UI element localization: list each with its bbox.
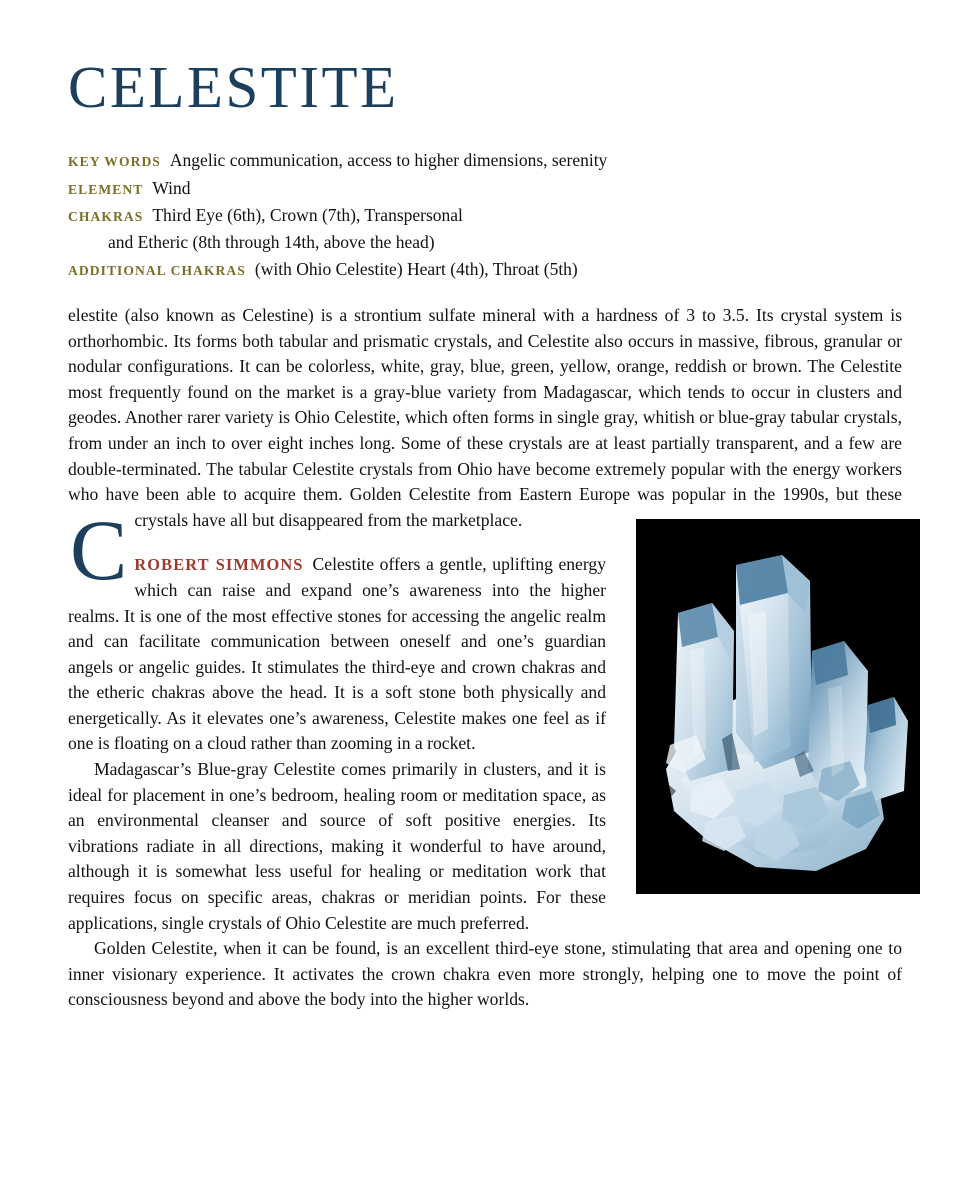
celestite-crystal-cluster-photo — [636, 519, 920, 894]
author-byline: ROBERT SIMMONS — [134, 555, 304, 575]
golden-paragraph: Golden Celestite, when it can be found, is an excellent third-eye stone, stimulating that area and opening one to inner visionary experience. It activates the crown chakra even more strongly, helping one to move the point of consciousness beyond and above the body into the higher worlds. — [68, 938, 902, 1010]
attribute-label-chakras: CHAKRAS — [68, 209, 144, 225]
page-title: CELESTITE — [68, 54, 399, 120]
madagascar-paragraph: Madagascar’s Blue-gray Celestite comes primarily in clusters, and it is ideal for placement in one’s bedroom, healing room or meditation space, as an environmental cleanser and source of soft positive energies. Its vibrations radiate in all directions, making it wonderful to have around, although it is somewhat less useful for healing or meditation work that requires focus on specific areas, chakras or meridian points. For these applications, single crystals of Ohio Celestite are much preferred. — [68, 759, 606, 933]
attribute-value-additional-chakras: (with Ohio Celestite) Heart (4th), Throat (5th) — [254, 259, 578, 280]
attribute-value-chakras-continued: and Etheric (8th through 14th, above the head) — [108, 231, 435, 252]
attribute-value-element: Wind — [152, 177, 191, 198]
intro-paragraph-text: elestite (also known as Celestine) is a strontium sulfate mineral with a hardness of 3 to 3.5. Its crystal system is orthorhombic. Its forms both tabular and prismatic crystals, and Celestite also occurs in massive, fibrous, granular or nodular configurations. It can be colorless, white, gray, blue, green, yellow, orange, reddish or brown. The Celestite most frequently found on the market is a gray-blue variety from Madagascar, which tends to occur in clusters and geodes. Another rarer variety is Ohio Celestite, which often forms in single gray, whitish or blue-gray tabular crystals, from under an inch to over eight inches long. Some of these crystals are at least partially transparent, and a few are double-terminated. The tabular Celestite crystals from Ohio have become extremely popular with the energy workers who have been able to acquire them. Golden Celestite from Eastern Europe was popular in the 1990s, but these crystals have all but disappeared from the marketplace. — [68, 304, 902, 530]
attribute-row-additional-chakras — [68, 256, 902, 283]
attribute-label-key-words: KEY WORDS — [68, 154, 161, 169]
attribute-list — [68, 147, 902, 283]
attribute-value-chakras: Third Eye (6th), Crown (7th), Transpersonal — [152, 205, 463, 226]
drop-cap: C — [70, 501, 128, 598]
attribute-label-element: ELEMENT — [68, 181, 144, 197]
simmons-paragraph-text: Celestite offers a gentle, uplifting energy which can raise and expand one’s awareness into the higher realms. It is one of the most effective stones for accessing the angelic realm and can facilitate communication between oneself and one’s guardian angels or angelic guides. It stimulates the third-eye and crown chakras and the etheric chakras above the head. It is a soft stone both physically and energetically. As it elevates one’s awareness, Celestite makes one feel as if one is floating on a cloud rather than zooming in a rocket. — [68, 554, 606, 754]
attribute-row-chakras — [68, 202, 902, 255]
attribute-label-additional-chakras: ADDITIONAL CHAKRAS — [68, 263, 246, 279]
attribute-value-key-words: Angelic communication, access to higher dimensions, serenity — [169, 150, 608, 170]
attribute-row-key-words — [68, 147, 902, 174]
crystal-photo-graphic — [636, 519, 920, 894]
attribute-row-element — [68, 175, 902, 202]
